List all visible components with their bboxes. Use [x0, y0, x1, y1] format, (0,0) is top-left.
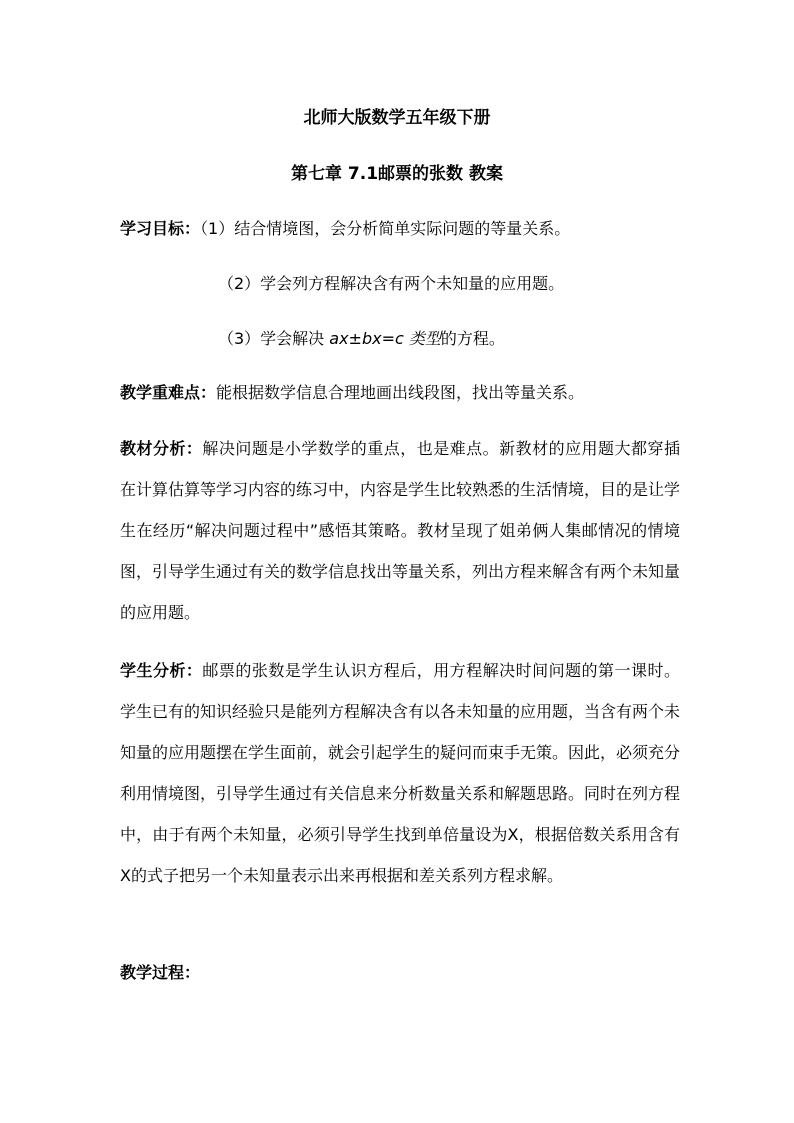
learning-goal-3-formula: ax±bx=c 类型 [329, 329, 441, 348]
document-subtitle: 第七章 7.1邮票的张数 教案 [291, 164, 503, 184]
teaching-process-heading [120, 961, 200, 985]
learning-goals-line-2 [218, 272, 564, 296]
key-points-line [120, 381, 584, 405]
learning-goals-line-1 [120, 217, 570, 241]
learning-goal-3-suffix: 的方程。 [440, 329, 505, 348]
student-analysis-label: 学生分析： [120, 661, 203, 680]
learning-goal-2: （2）学会列方程解决含有两个未知量的应用题。 [218, 274, 565, 293]
key-points-label: 教学重难点： [120, 383, 217, 402]
document-title: 北师大版数学五年级下册 [303, 108, 491, 128]
student-analysis-text: 邮票的张数是学生认识方程后，用方程解决时间问题的第一课时。学生已有的知识经验只是能列方程解决含有以各未知量的应用题，当含有两个未知量的应用题摆在学生面前，就会引起学生的疑问而束手无策。因此，必须充分利用情境图，引导学生通过有关信息来分析数量关系和解题思路。同时在列方程中，由于有两个未知量，必须引导学生找到单倍量设为X，根据倍数关系用含有X的式子把另一个未知量表示出来再根据和差关系列方程求解。 [120, 661, 681, 885]
key-points-text: 能根据数学信息合理地画出线段图，找出等量关系。 [216, 383, 585, 402]
learning-goals-line-3 [218, 327, 505, 351]
material-analysis-text: 解决问题是小学数学的重点，也是难点。新教材的应用题大都穿插在计算估算等学习内容的练习中，内容是学生比较熟悉的生活情境，目的是让学生在经历“解决问题过程中”感悟其策略。教材呈现了姐弟俩人集邮情况的情境图，引导学生通过有关的数学信息找出等量关系，列出方程来解含有两个未知量的应用题。 [120, 439, 681, 622]
learning-goal-1: （1）结合情境图，会分析简单实际问题的等量关系。 [200, 219, 571, 238]
learning-goal-3-prefix: （3）学会解决 [218, 329, 330, 348]
material-analysis-paragraph [120, 428, 680, 633]
teaching-process-label: 教学过程： [120, 963, 201, 982]
material-analysis-label: 教材分析： [120, 439, 203, 458]
learning-goals-label: 学习目标： [120, 219, 201, 238]
student-analysis-paragraph [120, 650, 680, 896]
